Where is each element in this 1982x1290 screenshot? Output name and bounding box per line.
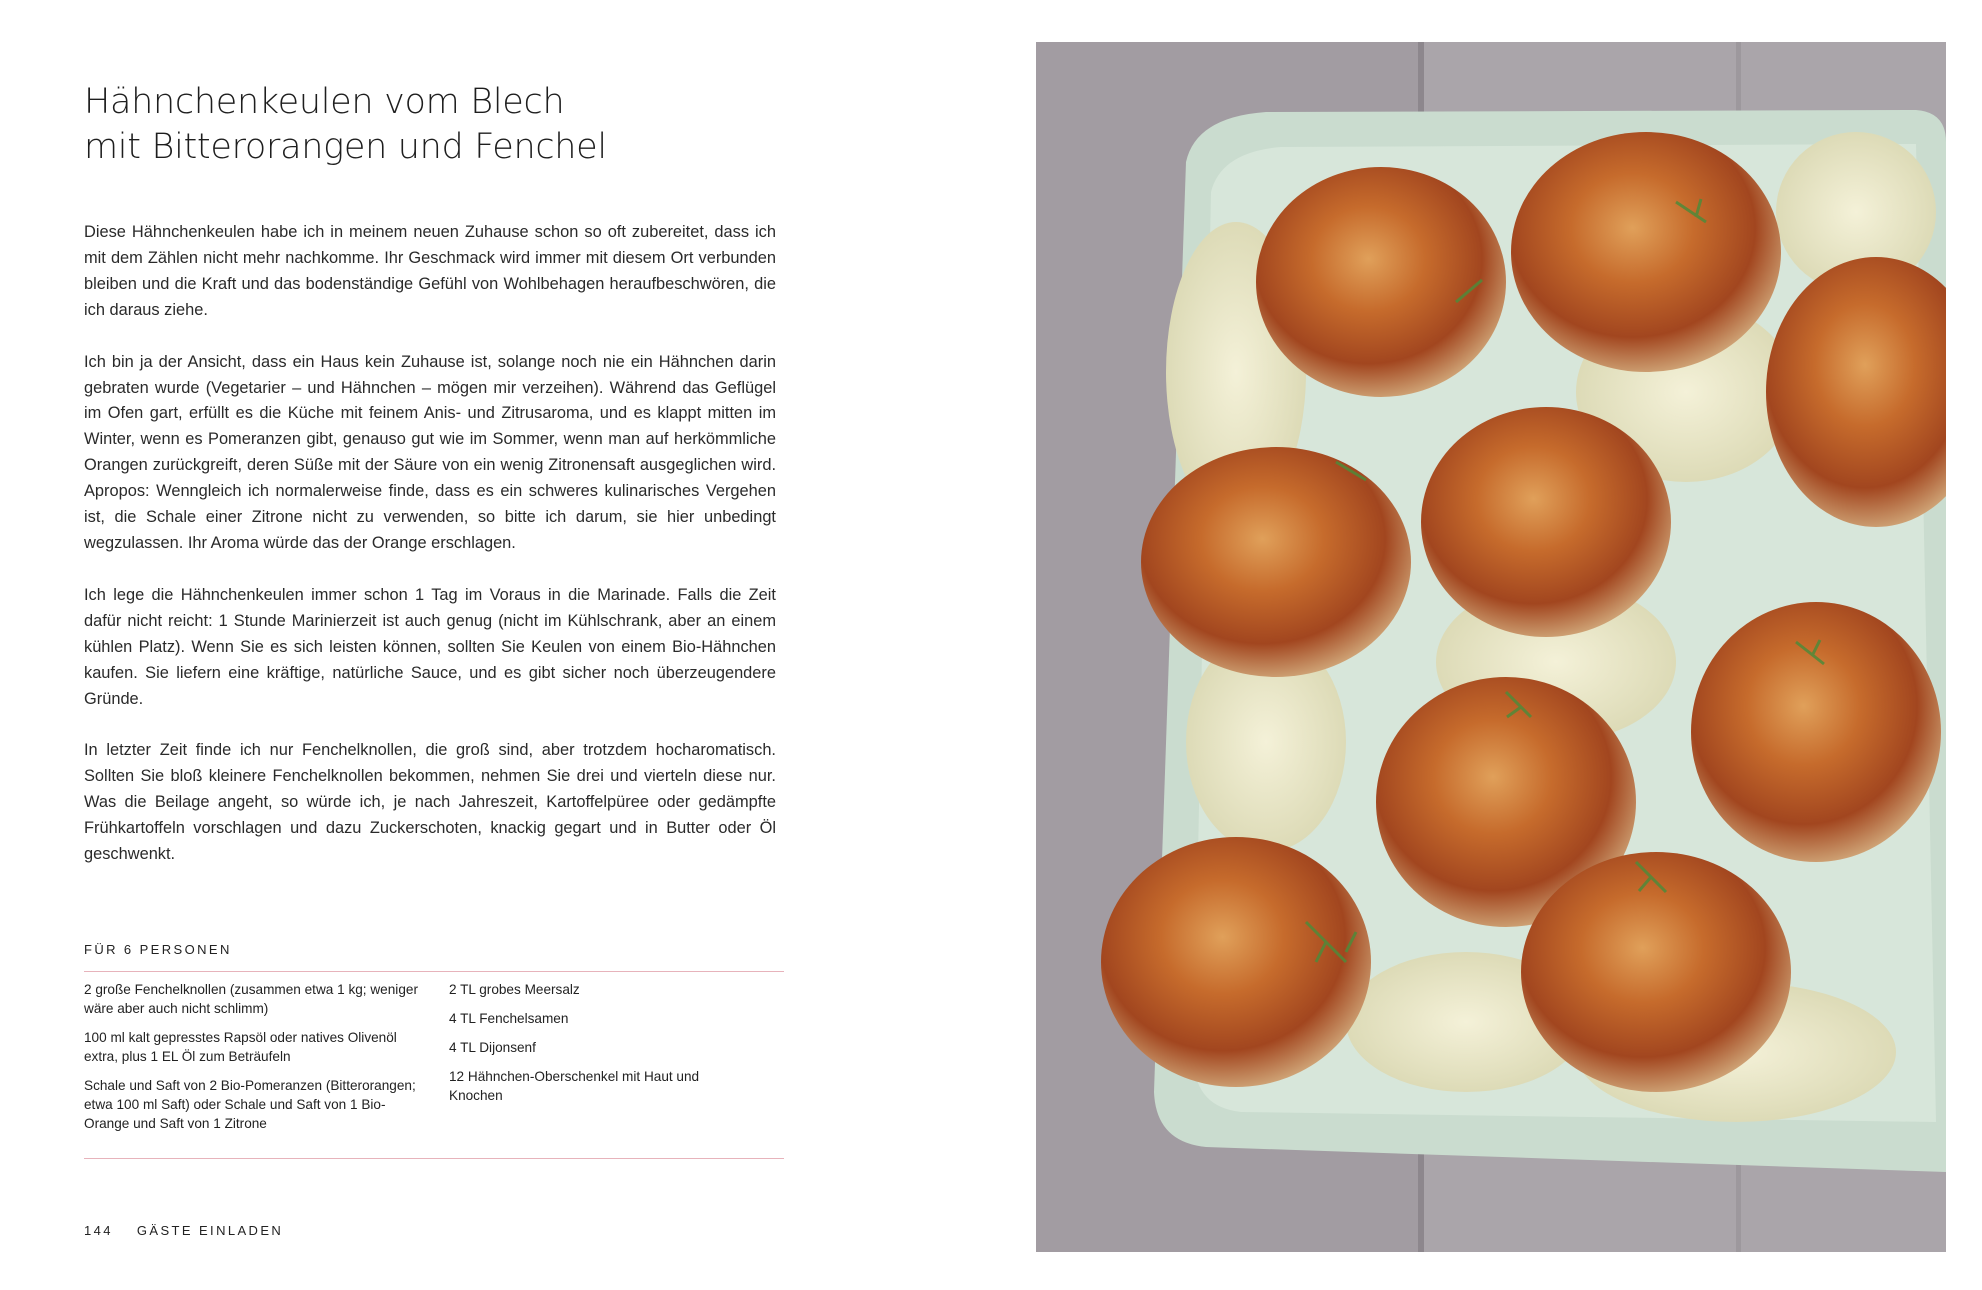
ingredient-item: 100 ml kalt gepresstes Rapsöl oder natives Olivenöl extra, plus 1 EL Öl zum Beträufeln: [84, 1030, 397, 1064]
title-line-1: Hähnchenkeulen vom Blech: [84, 82, 565, 122]
intro-paragraph-2: Ich bin ja der Ansicht, dass ein Haus kein Zuhause ist, solange noch nie ein Hähnchen darin gebraten wurde (Vegetarier – und Hähnchen – mögen mir verzeihen). Während das Geflügel im Ofen gart, erfüllt es die Küche mit feinem Anis- und Zitrusaroma, und es klappt mitten im Winter, wenn es Pomeranzen gibt, genauso gut wie im Sommer, wenn man auf herkömmliche Orangen zurückgreift, deren Süße mit der Säure von ein wenig Zitronensaft ausgeglichen wird. Apropos: Wenngleich ich normalerweise finde, dass es ein schweres kulinarisches Vergehen ist, die Schale einer Zitrone nicht zu verwenden, so bitte ich darum, sie hier unbedingt wegzulassen. Ihr Aroma würde das der Orange erschlagen.: [84, 352, 776, 552]
section-name: GÄSTE EINLADEN: [136, 1223, 284, 1238]
title-line-2: mit Bitterorangen und Fenchel: [84, 127, 607, 167]
ingredient-item: Schale und Saft von 2 Bio-Pomeranzen (Bitterorangen; etwa 100 ml Saft) oder Schale und Saft von 1 Bio-Orange und Saft von 1 Zitrone: [84, 1078, 416, 1131]
servings-label: FÜR 6 PERSONEN: [84, 942, 232, 957]
page-footer: [84, 1223, 301, 1238]
intro-paragraph-3: Ich lege die Hähnchenkeulen immer schon 1 Tag im Voraus in die Marinade. Falls die Zeit dafür nicht reicht: 1 Stunde Marinierzeit ist auch genug (nicht im Kühlschrank, aber an einem kühlen Platz). Wenn Sie es sich leisten können, sollten Sie Keulen von einem Bio-Hähnchen kaufen. Sie liefern eine kräftige, natürliche Sauce, und es gibt sicher noch überzeugendere Gründe.: [84, 585, 776, 708]
ingredients-column-1: [84, 980, 434, 1143]
ingredient-item: 2 große Fenchelknollen (zusammen etwa 1 kg; weniger wäre aber auch nicht schlimm): [84, 982, 418, 1016]
ingredients-column-2: [449, 980, 749, 1115]
recipe-photo: [1036, 42, 1946, 1252]
ingredient-item: 4 TL Fenchelsamen: [449, 1011, 569, 1026]
chicken-tray-illustration: [1036, 42, 1946, 1252]
intro-paragraph-1: Diese Hähnchenkeulen habe ich in meinem neuen Zuhause schon so oft zubereitet, dass ich mit dem Zählen nicht mehr nachkomme. Ihr Geschmack wird immer mit diesem Ort verbunden bleiben und die Kraft und das bodenständige Gefühl von Wohlbehagen heraufbeschwören, die ich daraus ziehe.: [84, 223, 776, 319]
recipe-intro: [84, 220, 776, 894]
recipe-title: [84, 80, 784, 170]
ingredient-item: 2 TL grobes Meersalz: [449, 982, 580, 997]
ingredients-top-rule: [84, 971, 784, 972]
ingredients-bottom-rule: [84, 1158, 784, 1159]
ingredient-item: 4 TL Dijonsenf: [449, 1040, 536, 1055]
intro-paragraph-4: In letzter Zeit finde ich nur Fenchelknollen, die groß sind, aber trotzdem hocharomatisch. Sollten Sie bloß kleinere Fenchelknollen bekommen, nehmen Sie drei und vierteln diese nur. Was die Beilage angeht, so würde ich, je nach Jahreszeit, Kartoffelpüree oder gedämpfte Frühkartoffeln vorschlagen und dazu Zuckerschoten, knackig gegart und in Butter oder Öl geschwenkt.: [84, 741, 776, 864]
ingredient-item: 12 Hähnchen-Oberschenkel mit Haut und Knochen: [449, 1069, 700, 1103]
page-number: 144: [84, 1223, 113, 1238]
